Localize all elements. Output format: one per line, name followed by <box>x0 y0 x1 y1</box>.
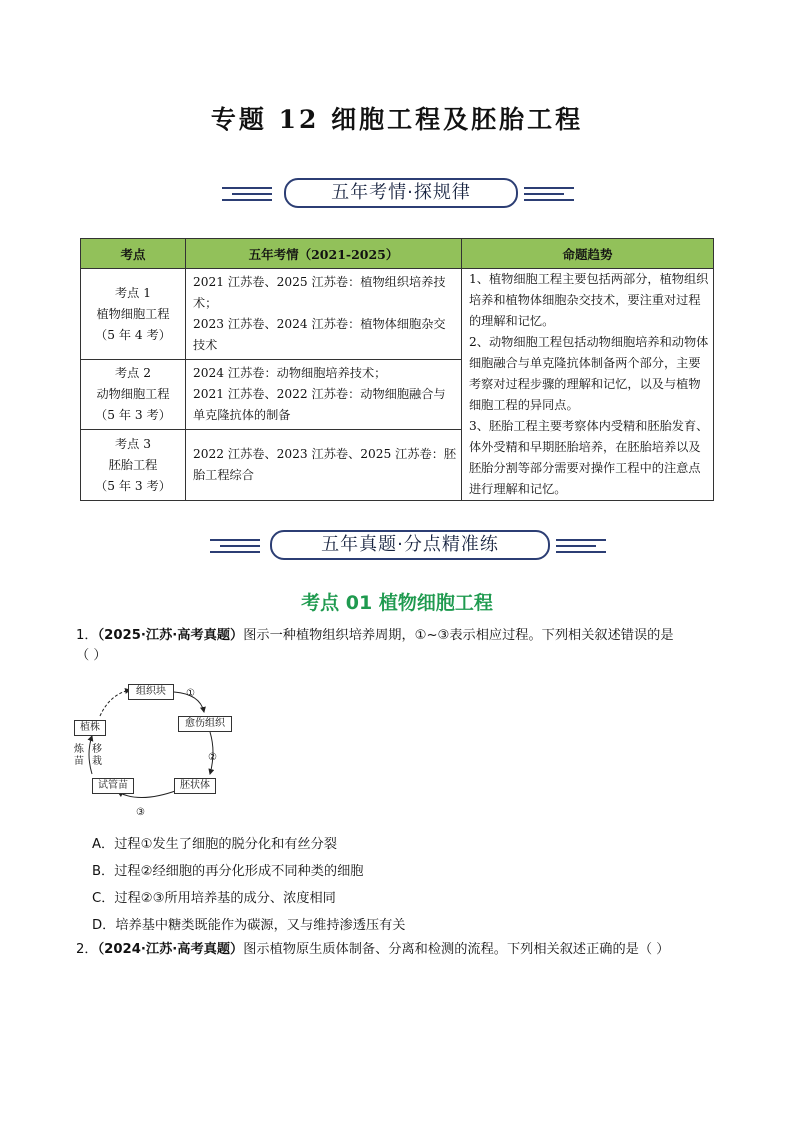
step-label-1: ① <box>186 688 195 699</box>
years-line: 2024 江苏卷：动物细胞培养技术； <box>193 366 387 381</box>
topic-count: （5 年 3 考） <box>95 478 171 493</box>
exam-trend-table <box>80 238 714 501</box>
banner-label: 五年真题·分点精准练 <box>270 530 550 560</box>
option-text: 过程②经细胞的再分化形成不同种类的细胞 <box>114 864 364 879</box>
topic-name: 植物细胞工程 <box>96 306 170 321</box>
question-1 <box>76 626 716 666</box>
question-source: （2025·江苏·高考真题） <box>97 628 244 643</box>
years-cell <box>186 360 462 430</box>
col-header-topic: 考点 <box>81 239 186 269</box>
option-text: 过程①发生了细胞的脱分化和有丝分裂 <box>114 837 338 852</box>
table-row <box>81 269 714 360</box>
col-header-years: 五年考情（2021-2025） <box>186 239 462 269</box>
topic-cell <box>81 360 186 430</box>
trend-cell <box>462 269 714 501</box>
topic-cell <box>81 430 186 501</box>
banner-label: 五年考情·探规律 <box>284 178 518 208</box>
question-source: （2024·江苏·高考真题） <box>97 942 244 957</box>
topic-count: （5 年 3 考） <box>95 408 171 423</box>
years-line: 2021 江苏卷、2025 江苏卷：植物组织培养技术； <box>193 275 446 311</box>
years-line: 2023 江苏卷、2024 江苏卷：植物体细胞杂交技术 <box>193 317 446 353</box>
topic-name: 动物细胞工程 <box>96 387 170 402</box>
option-letter: B． <box>92 864 115 879</box>
topic-cell <box>81 269 186 360</box>
option-text: 过程②③所用培养基的成分、浓度相同 <box>114 891 336 906</box>
section-title: 考点 01 植物细胞工程 <box>301 592 493 614</box>
years-cell <box>186 269 462 360</box>
question-text: 图示植物原生质体制备、分离和检测的流程。下列相关叙述正确的是（ ） <box>243 942 670 957</box>
trend-point: 3、胚胎工程主要考察体内受精和胚胎发育、体外受精和早期胚胎培养，在胚胎培养以及胚胎分割等部分需要对操作工程中的注意点进行理解和记忆。 <box>469 419 709 496</box>
question-number: 2． <box>76 942 98 957</box>
diagram-box-explant: 组织块 <box>128 684 174 700</box>
option-c[interactable] <box>92 887 336 906</box>
trend-point: 1、植物细胞工程主要包括两部分，植物组织培养和植物体细胞杂交技术，要注重对过程的理解和记忆。 <box>469 272 709 328</box>
diagram-box-plantlet: 试管苗 <box>92 778 134 794</box>
option-b[interactable] <box>92 860 363 879</box>
years-cell <box>186 430 462 501</box>
option-letter: C． <box>92 891 115 906</box>
option-d[interactable] <box>92 914 405 933</box>
option-letter: A． <box>92 837 115 852</box>
diagram-box-plant: 植株 <box>74 720 106 736</box>
document-title: 专题 12 细胞工程及胚胎工程 <box>210 105 584 134</box>
diagram-box-embryoid: 胚状体 <box>174 778 216 794</box>
step-label-3: ③ <box>136 807 145 818</box>
section-banner-practice <box>0 530 794 560</box>
topic-count: （5 年 4 考） <box>95 327 171 342</box>
side-label-hardening: 炼苗 <box>74 744 84 767</box>
col-header-trend: 命题趋势 <box>462 239 714 269</box>
topic-label: 考点 3 <box>114 436 151 451</box>
topic-label: 考点 1 <box>114 285 151 300</box>
step-label-2: ② <box>208 752 217 763</box>
diagram-box-callus: 愈伤组织 <box>178 716 232 732</box>
option-letter: D． <box>92 918 116 933</box>
years-line: 2022 江苏卷、2023 江苏卷、2025 江苏卷：胚胎工程综合 <box>193 447 457 483</box>
question-number: 1． <box>76 628 98 643</box>
years-line: 2021 江苏卷、2022 江苏卷：动物细胞融合与单克隆抗体的制备 <box>193 387 446 423</box>
side-label-transplant: 移栽 <box>92 744 102 767</box>
option-text: 培养基中糖类既能作为碳源，又与维持渗透压有关 <box>115 918 406 933</box>
option-a[interactable] <box>92 833 337 852</box>
section-banner-review <box>0 178 794 208</box>
table-header-row <box>81 239 714 269</box>
topic-name: 胚胎工程 <box>108 457 158 472</box>
question-2 <box>76 940 716 960</box>
trend-point: 2、动物细胞工程包括动物细胞培养和动物体细胞融合与单克隆抗体制备两个部分，主要考察对过程步骤的理解和记忆，以及与植物细胞工程的异同点。 <box>469 335 709 412</box>
topic-label: 考点 2 <box>114 366 151 381</box>
answer-paren: （ ） <box>76 648 107 663</box>
tissue-culture-diagram <box>70 680 240 818</box>
question-text: 图示一种植物组织培养周期，①~③表示相应过程。下列相关叙述错误的是 <box>243 628 674 643</box>
